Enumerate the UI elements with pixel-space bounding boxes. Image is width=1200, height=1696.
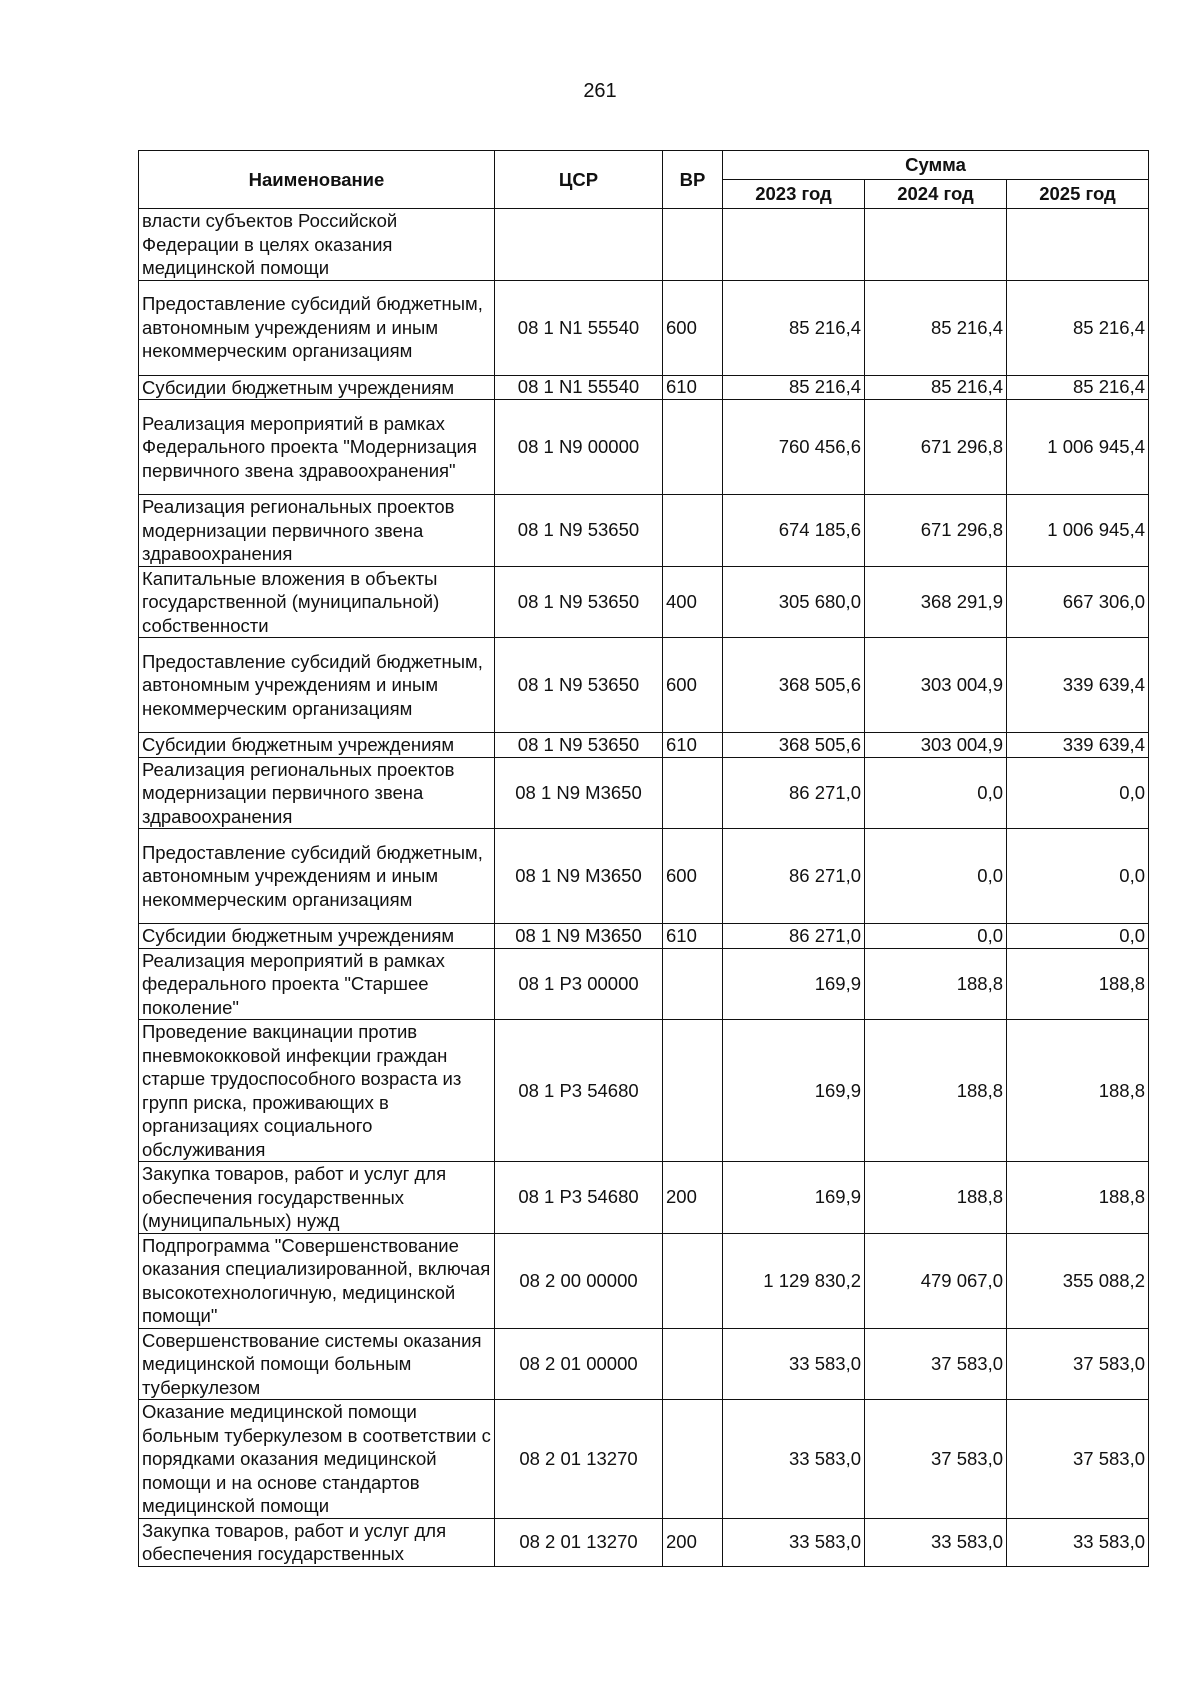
table-body	[139, 209, 1149, 1567]
row-value-2024: 671 296,8	[865, 400, 1007, 495]
row-vr	[663, 757, 723, 829]
row-csr: 08 1 N9 53650	[495, 495, 663, 567]
row-value-2024: 303 004,9	[865, 733, 1007, 758]
row-vr	[663, 1233, 723, 1328]
row-value-2024: 0,0	[865, 757, 1007, 829]
row-csr: 08 1 N9 53650	[495, 638, 663, 733]
row-value-2024: 85 216,4	[865, 280, 1007, 375]
row-vr: 200	[663, 1162, 723, 1234]
row-value-2023	[723, 209, 865, 281]
row-value-2023: 86 271,0	[723, 757, 865, 829]
row-value-2023: 674 185,6	[723, 495, 865, 567]
table-row	[139, 1020, 1149, 1162]
row-vr	[663, 400, 723, 495]
row-csr: 08 2 00 00000	[495, 1233, 663, 1328]
row-name: Подпрограмма "Совершенствование оказания специализированной, включая высокотехнологичную, медицинской помощи"	[139, 1233, 495, 1328]
row-value-2025: 33 583,0	[1007, 1518, 1149, 1566]
row-value-2023: 169,9	[723, 948, 865, 1020]
row-name: Реализация региональных проектов модернизации первичного звена здравоохранения	[139, 757, 495, 829]
row-value-2025: 0,0	[1007, 757, 1149, 829]
row-csr: 08 2 01 00000	[495, 1328, 663, 1400]
row-value-2024: 671 296,8	[865, 495, 1007, 567]
row-value-2025: 188,8	[1007, 1020, 1149, 1162]
row-vr	[663, 209, 723, 281]
row-vr	[663, 948, 723, 1020]
row-value-2024: 37 583,0	[865, 1400, 1007, 1519]
table-row	[139, 1328, 1149, 1400]
row-name: Совершенствование системы оказания медицинской помощи больным туберкулезом	[139, 1328, 495, 1400]
row-value-2023: 169,9	[723, 1020, 865, 1162]
table-row	[139, 1518, 1149, 1566]
row-vr	[663, 1400, 723, 1519]
row-value-2023: 85 216,4	[723, 280, 865, 375]
row-value-2025: 0,0	[1007, 829, 1149, 924]
row-value-2024: 188,8	[865, 948, 1007, 1020]
row-value-2023: 760 456,6	[723, 400, 865, 495]
row-value-2025: 37 583,0	[1007, 1328, 1149, 1400]
row-value-2025: 355 088,2	[1007, 1233, 1149, 1328]
row-csr: 08 1 N9 53650	[495, 733, 663, 758]
row-name: Субсидии бюджетным учреждениям	[139, 924, 495, 949]
row-value-2023: 85 216,4	[723, 375, 865, 400]
row-csr: 08 1 N9 M3650	[495, 924, 663, 949]
row-name: Оказание медицинской помощи больным туберкулезом в соответствии с порядками оказания медицинской помощи и на основе стандартов медицинской помощи	[139, 1400, 495, 1519]
row-vr: 610	[663, 375, 723, 400]
row-name: Предоставление субсидий бюджетным, автономным учреждениям и иным некоммерческим организациям	[139, 280, 495, 375]
row-name: Реализация региональных проектов модернизации первичного звена здравоохранения	[139, 495, 495, 567]
row-value-2023: 33 583,0	[723, 1518, 865, 1566]
row-value-2025: 85 216,4	[1007, 280, 1149, 375]
header-name: Наименование	[139, 151, 495, 209]
row-value-2025: 37 583,0	[1007, 1400, 1149, 1519]
row-value-2023: 1 129 830,2	[723, 1233, 865, 1328]
row-csr: 08 1 P3 54680	[495, 1162, 663, 1234]
row-name: Субсидии бюджетным учреждениям	[139, 733, 495, 758]
row-vr: 200	[663, 1518, 723, 1566]
row-name: Реализация мероприятий в рамках Федерального проекта "Модернизация первичного звена здравоохранения"	[139, 400, 495, 495]
header-year-2024: 2024 год	[865, 180, 1007, 209]
row-csr: 08 1 P3 54680	[495, 1020, 663, 1162]
row-value-2025: 339 639,4	[1007, 638, 1149, 733]
header-csr: ЦСР	[495, 151, 663, 209]
table-row	[139, 400, 1149, 495]
row-vr: 600	[663, 280, 723, 375]
row-value-2023: 86 271,0	[723, 829, 865, 924]
row-value-2025	[1007, 209, 1149, 281]
row-value-2024: 37 583,0	[865, 1328, 1007, 1400]
row-value-2024: 368 291,9	[865, 566, 1007, 638]
row-value-2025: 1 006 945,4	[1007, 400, 1149, 495]
row-value-2025: 188,8	[1007, 948, 1149, 1020]
row-name: Закупка товаров, работ и услуг для обеспечения государственных (муниципальных) нужд	[139, 1162, 495, 1234]
row-value-2024: 188,8	[865, 1020, 1007, 1162]
row-csr: 08 2 01 13270	[495, 1518, 663, 1566]
row-vr	[663, 495, 723, 567]
row-csr: 08 1 N9 M3650	[495, 757, 663, 829]
row-value-2025: 667 306,0	[1007, 566, 1149, 638]
table-row	[139, 638, 1149, 733]
table-row	[139, 1233, 1149, 1328]
row-vr: 600	[663, 638, 723, 733]
row-value-2023: 368 505,6	[723, 733, 865, 758]
row-value-2023: 86 271,0	[723, 924, 865, 949]
row-value-2023: 305 680,0	[723, 566, 865, 638]
row-vr: 610	[663, 924, 723, 949]
row-csr: 08 1 P3 00000	[495, 948, 663, 1020]
table-row	[139, 757, 1149, 829]
row-value-2023: 33 583,0	[723, 1400, 865, 1519]
table-row	[139, 566, 1149, 638]
row-csr: 08 1 N1 55540	[495, 375, 663, 400]
row-value-2024: 0,0	[865, 829, 1007, 924]
table-row	[139, 733, 1149, 758]
row-value-2023: 169,9	[723, 1162, 865, 1234]
header-year-2023: 2023 год	[723, 180, 865, 209]
table-row	[139, 280, 1149, 375]
row-name: Предоставление субсидий бюджетным, автономным учреждениям и иным некоммерческим организациям	[139, 829, 495, 924]
table-row	[139, 924, 1149, 949]
row-csr: 08 1 N9 53650	[495, 566, 663, 638]
budget-table	[138, 150, 1149, 1567]
table-row	[139, 209, 1149, 281]
table-header	[139, 151, 1149, 209]
row-value-2024: 188,8	[865, 1162, 1007, 1234]
row-value-2024: 85 216,4	[865, 375, 1007, 400]
table-row	[139, 375, 1149, 400]
table-row	[139, 1162, 1149, 1234]
row-value-2025: 339 639,4	[1007, 733, 1149, 758]
row-value-2024: 479 067,0	[865, 1233, 1007, 1328]
table-row	[139, 948, 1149, 1020]
row-value-2025: 0,0	[1007, 924, 1149, 949]
row-csr: 08 1 N9 00000	[495, 400, 663, 495]
row-csr: 08 1 N1 55540	[495, 280, 663, 375]
row-vr: 400	[663, 566, 723, 638]
row-name: Реализация мероприятий в рамках федерального проекта "Старшее поколение"	[139, 948, 495, 1020]
row-value-2025: 1 006 945,4	[1007, 495, 1149, 567]
row-name: Проведение вакцинации против пневмококковой инфекции граждан старше трудоспособного возраста из групп риска, проживающих в организациях социального обслуживания	[139, 1020, 495, 1162]
row-csr	[495, 209, 663, 281]
row-name: власти субъектов Российской Федерации в целях оказания медицинской помощи	[139, 209, 495, 281]
row-name: Закупка товаров, работ и услуг для обеспечения государственных	[139, 1518, 495, 1566]
row-name: Субсидии бюджетным учреждениям	[139, 375, 495, 400]
table-row	[139, 495, 1149, 567]
header-year-2025: 2025 год	[1007, 180, 1149, 209]
row-vr	[663, 1020, 723, 1162]
row-value-2025: 85 216,4	[1007, 375, 1149, 400]
header-vr: ВР	[663, 151, 723, 209]
row-value-2024: 303 004,9	[865, 638, 1007, 733]
page-number: 261	[583, 80, 617, 102]
row-vr: 600	[663, 829, 723, 924]
row-vr: 610	[663, 733, 723, 758]
row-value-2023: 33 583,0	[723, 1328, 865, 1400]
row-csr: 08 1 N9 M3650	[495, 829, 663, 924]
row-value-2023: 368 505,6	[723, 638, 865, 733]
row-csr: 08 2 01 13270	[495, 1400, 663, 1519]
row-name: Капитальные вложения в объекты государственной (муниципальной) собственности	[139, 566, 495, 638]
row-value-2024	[865, 209, 1007, 281]
table-row	[139, 829, 1149, 924]
row-value-2025: 188,8	[1007, 1162, 1149, 1234]
row-value-2024: 33 583,0	[865, 1518, 1007, 1566]
row-name: Предоставление субсидий бюджетным, автономным учреждениям и иным некоммерческим организациям	[139, 638, 495, 733]
header-sum: Сумма	[723, 151, 1149, 180]
table-row	[139, 1400, 1149, 1519]
row-value-2024: 0,0	[865, 924, 1007, 949]
row-vr	[663, 1328, 723, 1400]
